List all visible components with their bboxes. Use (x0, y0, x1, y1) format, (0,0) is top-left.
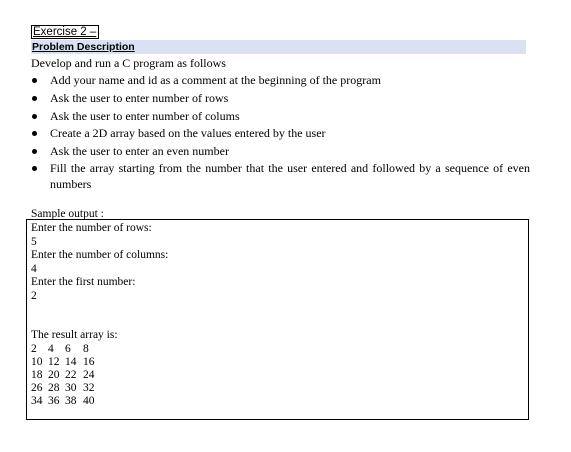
exercise-heading: Exercise 2 – (31, 25, 99, 39)
value-rows: 5 (31, 236, 37, 248)
bullet-text: Ask the user to enter an even number (50, 144, 229, 158)
result-cell: 28 (48, 382, 60, 394)
value-first-number: 2 (31, 290, 37, 302)
problem-description-heading: Problem Description (32, 41, 135, 53)
prompt-first-number: Enter the first number: (31, 276, 136, 288)
result-cell: 22 (65, 369, 77, 381)
result-cell: 24 (83, 369, 95, 381)
bullet-text: Add your name and id as a comment at the beginning of the program (50, 73, 381, 87)
result-cell: 34 (31, 395, 43, 407)
result-cell: 32 (83, 382, 95, 394)
result-cell: 14 (65, 356, 77, 368)
result-cell: 20 (48, 369, 60, 381)
result-cell: 18 (31, 369, 43, 381)
result-cell: 38 (65, 395, 77, 407)
result-cell: 8 (83, 343, 89, 355)
intro-text: Develop and run a C program as follows (31, 56, 226, 70)
sample-output-label: Sample output : (31, 208, 104, 220)
prompt-columns: Enter the number of columns: (31, 249, 169, 261)
result-cell: 40 (83, 395, 95, 407)
bullet-dot-icon (32, 78, 37, 83)
result-cell: 16 (83, 356, 95, 368)
result-cell: 12 (48, 356, 60, 368)
bullet-dot-icon (32, 131, 37, 136)
bullet-text: Create a 2D array based on the values entered by the user (50, 126, 326, 140)
value-columns: 4 (31, 263, 37, 275)
result-label: The result array is: (31, 329, 118, 341)
bullet-text: Ask the user to enter number of colums (50, 109, 240, 123)
bullet-dot-icon (32, 166, 37, 171)
bullet-dot-icon (32, 96, 37, 101)
bullet-dot-icon (32, 114, 37, 119)
result-cell: 36 (48, 395, 60, 407)
result-cell: 10 (31, 356, 43, 368)
bullet-dot-icon (32, 149, 37, 154)
bullet-text: Fill the array starting from the number that the user entered and followed by a sequence of even numbers (50, 161, 530, 191)
result-cell: 2 (31, 343, 37, 355)
result-cell: 30 (65, 382, 77, 394)
bullet-text: Ask the user to enter number of rows (50, 91, 229, 105)
result-cell: 26 (31, 382, 43, 394)
sample-output-box (26, 219, 529, 420)
prompt-rows: Enter the number of rows: (31, 222, 152, 234)
result-cell: 6 (65, 343, 71, 355)
result-cell: 4 (48, 343, 54, 355)
